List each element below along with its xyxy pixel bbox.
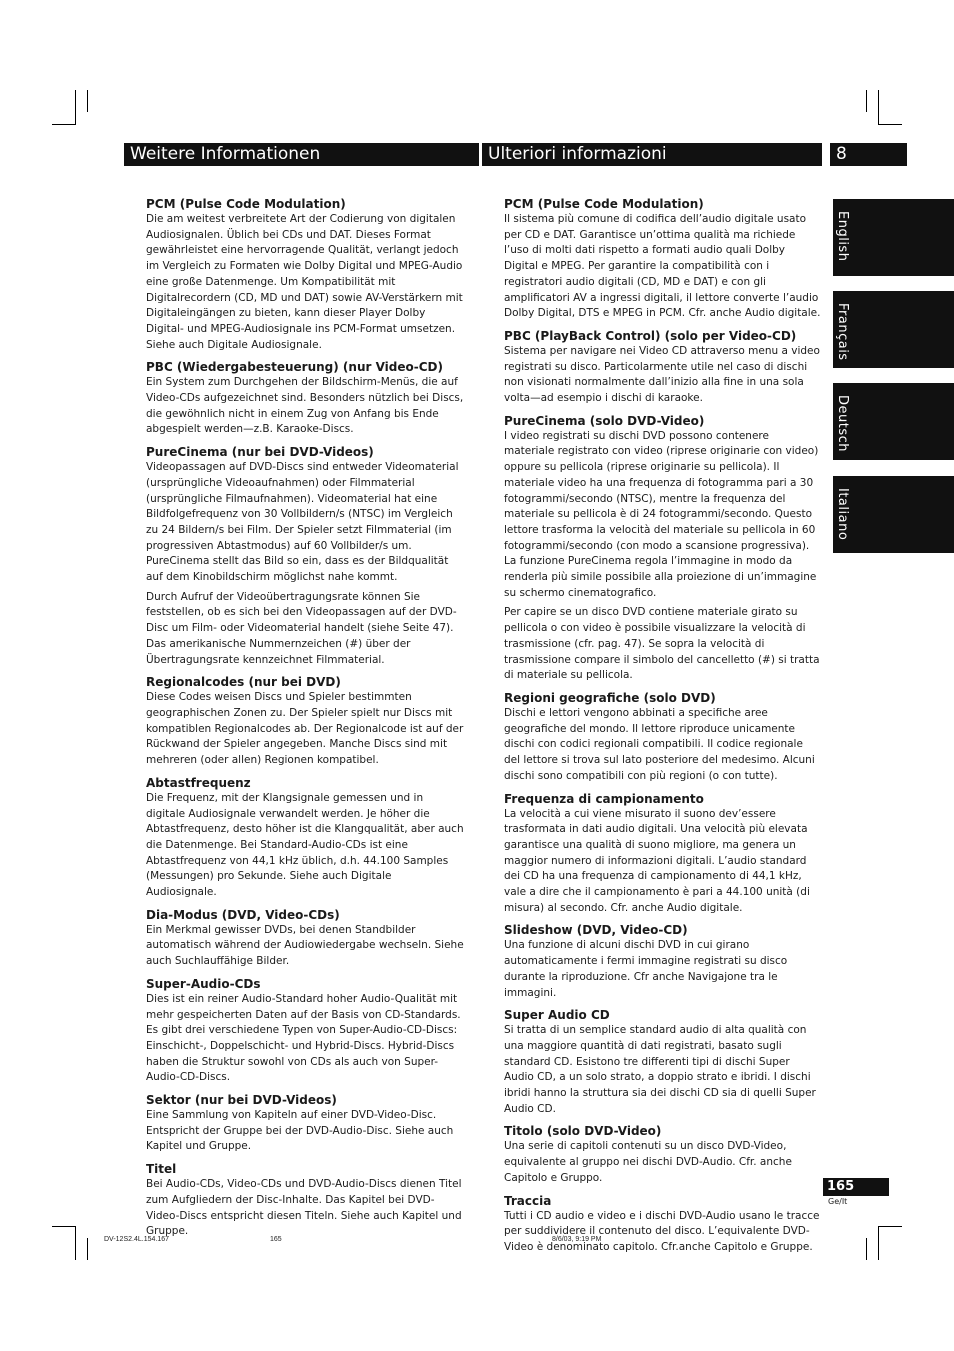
entry-text: Ein Merkmal gewisser DVDs, bei denen Standbilder automatisch während der Audiowiedergabe wechseln. Siehe auch Suchlauffähige Bilder. (146, 923, 464, 968)
entry-text: Tutti i CD audio e video e i dischi DVD-Audio usano le tracce per suddividere il contenuto del disco. L’equivalente DVD-Video è denominato capitolo. Cfr.anche Capitolo e Gruppe. (504, 1209, 820, 1253)
language-tab-english: English (833, 199, 954, 276)
entry-title: Titolo (solo DVD-Video) (504, 1124, 662, 1139)
glossary-entry (504, 1123, 822, 1186)
entry-title: Frequenza di campionamento (504, 791, 704, 806)
entry-text: Dischi e lettori vengono abbinati a specifiche aree geografiche del mondo. Il lettore riproduce unicamente dischi con codici regionali compatibili. Il codice regionale del lettore si trova sul lato posteriore del medesimo. Alcuni dischi sono compatibili con più regioni (o con tutte). (504, 706, 815, 782)
entry-title: Titel (146, 1162, 177, 1177)
page-number: 165 (823, 1178, 889, 1196)
entry-title: PureCinema (nur bei DVD-Videos) (146, 445, 374, 460)
entry-text: Diese Codes weisen Discs und Spieler bestimmten geographischen Zonen zu. Der Spieler spielt nur Discs mit kompatiblen Regionalcodes ab. Der Regionalcode ist auf der Rückwand der Spieler angegeben. Manche Discs sind mit mehreren (oder allen) Regionen kompatibel. (146, 691, 464, 767)
entry-text: Il sistema più comune di codifica dell’audio digitale usato per CD e DAT. Garantisce un’ottima qualità ma richiede l’uso di molti dati rispetto a formati audio quali Dolby Digital e MPEG. Per garantire la compatibilità con i registratori audio digitali (CD, MD e DAT) e con gli amplificatori AV a ingressi digitali, il lettore converte l’audio Dolby Digital, DTS e MPEG in PCM. Cfr. anche Audio digitale. (504, 213, 821, 320)
glossary-entry (504, 413, 822, 684)
glossary-entry (146, 1161, 464, 1240)
glossary-entry (146, 359, 464, 438)
entry-title: Abtastfrequenz (146, 775, 251, 790)
entry-text: Si tratta di un semplice standard audio di alta qualità con una maggiore quantità di dati registrati, basato sugli standard CD. Esistono tre differenti tipi di dischi Super Audio CD, a un solo strato, a doppio strato e ibridi. I dischi ibridi hanno la struttura sia dei dischi CD sia di quelli Super Audio CD. (504, 1024, 816, 1115)
section-title-italian: Ulteriori informazioni (482, 143, 822, 166)
footer-page: 165 (270, 1236, 282, 1243)
entry-text: Dies ist ein reiner Audio-Standard hoher Audio-Qualität mit mehr gespeicherten Daten auf der Basis von CD-Standards. Es gibt drei verschiedene Typen von Super-Audio-CD-Discs: Einschicht-, Doppelschicht- und Hybrid-Discs. Hybrid-Discs haben die Struktur sowohl von CDs als auch von Super-Audio-CD-Discs. (146, 992, 461, 1084)
language-tab-italiano: Italiano (833, 476, 954, 553)
crop-mark (878, 1226, 879, 1260)
entry-title: Regioni geografiche (solo DVD) (504, 690, 716, 705)
entry-text: Eine Sammlung von Kapiteln auf einer DVD-Video-Disc. Entspricht der Gruppe bei der DVD-Audio-Disc. Siehe auch Kapitel und Gruppe. (146, 1109, 454, 1153)
crop-mark (75, 90, 76, 124)
entry-text: Die Frequenz, mit der Klangsignale gemessen und in digitale Audiosignale verwandelt werden. Je höher die Abtastfrequenz, desto höher ist die Klangqualität, aber auch die Datenmenge. Bei Standard-Audio-CDs ist eine Abtastfrequenz von 44,1 kHz üblich, d.h. 44.100 Samples (Messungen) pro Sekunde. Siehe auch Digitale Audiosignale. (146, 791, 464, 899)
entry-text: Videopassagen auf DVD-Discs sind entweder Videomaterial (ursprüngliche Videoaufnahmen) oder Filmmaterial (ursprüngliche Filmaufnahmen). Videomaterial hat eine Bildfolgefrequenz von 30 Vollbildern/s (NTSC) im Vergleich zu 24 Bildern/s bei Film. Der Spieler setzt Filmmaterial (im progressiven Abtastmodus) auf 60 Vollbilder/s um. PureCinema stellt das Bild so ein, dass es der Bildqualität auf dem Kinobildschirm möglichst nahe kommt. (146, 461, 459, 584)
entry-text: Sistema per navigare nei Video CD attraverso menu a video registrati su disco. Particolarmente utile nel caso di dischi non visionati normalmente dall’inizio alla fine in una sola volta—ad esempio i dischi di karaoke. (504, 344, 820, 405)
page-language-code: Ge/It (828, 1197, 848, 1206)
entry-title: PureCinema (solo DVD-Video) (504, 413, 705, 428)
footer-filename: DV-12S2.4L.154.167 (104, 1236, 169, 1243)
glossary-entry (504, 690, 822, 785)
entry-text: I video registrati su dischi DVD possono contenere materiale registrato con video (riprese originarie con video) oppure su pellicola (riprese originarie su pellicola). Il materiale video ha una frequenza di fotogramma pari a 30 fotogrammi/secondo (NTSC), mentre la frequenza del materiale su pellicola è di 24 fotogrammi/secondo. Questo lettore trasforma la velocità del materiale su pellicola in 60 fotogrammi/secondo (con modo a scansione progressiva). La funzione PureCinema regola l’immagine in modo da renderla più simile possibile alla proiezione di un’immagine su schermo cinematografico. (504, 429, 819, 599)
entry-text: Durch Aufruf der Videoübertragungsrate können Sie feststellen, ob es sich bei den Videopassagen auf der DVD-Disc um Film- oder Videomaterial handelt (siehe Seite 47). Das amerikanische Nummernzeichen (#) über der Übertragungsrate kennzeichnet Filmmaterial. (146, 590, 457, 666)
entry-text: Bei Audio-CDs, Video-CDs und DVD-Audio-Discs dienen Titel zum Aufgliedern der Disc-Inhalte. Das Kapitel bei DVD-Video-Discs entspricht diesen Titeln. Siehe auch Kapitel und Gruppe. (146, 1178, 462, 1238)
entry-text: Una funzione di alcuni dischi DVD in cui girano automaticamente i fermi immagine registrati su disco durante la riproduzione. Cfr anche Navigajone tra le immagini. (504, 939, 788, 999)
entry-title: Dia-Modus (DVD, Video-CDs) (146, 907, 340, 922)
glossary-entry (504, 328, 822, 407)
entry-title: Super-Audio-CDs (146, 976, 261, 991)
entry-title: PBC (PlayBack Control) (solo per Video-CD) (504, 328, 797, 343)
crop-mark (52, 1226, 76, 1227)
glossary-entry (504, 922, 822, 1001)
entry-title: PCM (Pulse Code Modulation) (504, 197, 704, 211)
entry-text: Una serie di capitoli contenuti su un disco DVD-Video, equivalente al gruppo nei dischi DVD-Audio. Cfr. anche Capitolo e Gruppo. (504, 1140, 792, 1184)
glossary-entry (504, 791, 822, 917)
glossary-column-german (146, 196, 464, 1246)
glossary-entry (146, 196, 464, 353)
glossary-entry (146, 444, 464, 668)
entry-title: PCM (Pulse Code Modulation) (146, 197, 346, 211)
glossary-entry (504, 1007, 822, 1117)
crop-mark (87, 1238, 88, 1260)
footer-date: 8/6/03, 9:19 PM (552, 1236, 602, 1243)
chapter-number: 8 (830, 143, 907, 166)
language-tab-francais: Français (833, 291, 954, 368)
glossary-entry (146, 1092, 464, 1155)
glossary-entry (146, 674, 464, 769)
crop-mark (75, 1226, 76, 1260)
entry-title: Regionalcodes (nur bei DVD) (146, 675, 341, 690)
glossary-entry (504, 1193, 822, 1256)
entry-text: Ein System zum Durchgehen der Bildschirm-Menüs, die auf Video-CDs aufgezeichnet sind. Besonders nützlich bei Discs, die gewöhnlich nicht in einem Zug von Anfang bis Ende abgespielt werden—z.B. Karaoke-Discs. (146, 376, 464, 436)
entry-title: PBC (Wiedergabesteuerung) (nur Video-CD) (146, 360, 443, 375)
entry-title: Slideshow (DVD, Video-CD) (504, 923, 688, 938)
entry-title: Sektor (nur bei DVD-Videos) (146, 1093, 337, 1108)
glossary-column-italian (504, 196, 822, 1262)
entry-text: Die am weitest verbreitete Art der Codierung von digitalen Audiosignalen. Üblich bei CDs und DAT. Dieses Format gewährleistet eine hervorragende Qualität, verlangt jedoch im Vergleich zu Formaten wie Dolby Digital und MPEG-Audio eine große Datenmenge. Um Kompatibilität mit Digitalrecordern (CD, MD und DAT) sowie AV-Verstärkern mit Digitaleingängen zu bieten, kann dieser Player Dolby Digital- und MPEG-Audiosignale ins PCM-Format umsetzen. Siehe auch Digitale Audiosignale. (146, 213, 463, 351)
language-tab-deutsch: Deutsch (833, 383, 954, 460)
crop-mark (52, 124, 76, 125)
glossary-entry (146, 775, 464, 901)
crop-mark (866, 1238, 867, 1260)
entry-text: La velocità a cui viene misurato il suono dev’essere trasformata in dati audio digitali. Una velocità più elevata garantisce una qualità di suono migliore, ma genera un maggior numero di informazioni digitali. L’audio standard dei CD ha una frequenza di campionamento di 44,1 kHz, vale a dire che il campionamento è pari a 44.100 unità (di misura) al secondo. Cfr. anche Audio digitale. (504, 807, 810, 914)
crop-mark (878, 124, 902, 125)
crop-mark (87, 90, 88, 112)
entry-title: Super Audio CD (504, 1008, 610, 1023)
crop-mark (866, 90, 867, 112)
glossary-entry (146, 976, 464, 1086)
section-title-german: Weitere Informationen (124, 143, 479, 166)
entry-title: Traccia (504, 1193, 552, 1208)
crop-mark (878, 1226, 902, 1227)
glossary-entry (146, 907, 464, 970)
entry-text: Per capire se un disco DVD contiene materiale girato su pellicola o con video è possibile visualizzare la velocità di trasmissione (cfr. pag. 47). Se sopra la velocità di trasmissione compare il simbolo del cancelletto (#) si tratta di materiale su pellicola. (504, 606, 820, 682)
crop-mark (878, 90, 879, 124)
glossary-entry (504, 196, 822, 322)
